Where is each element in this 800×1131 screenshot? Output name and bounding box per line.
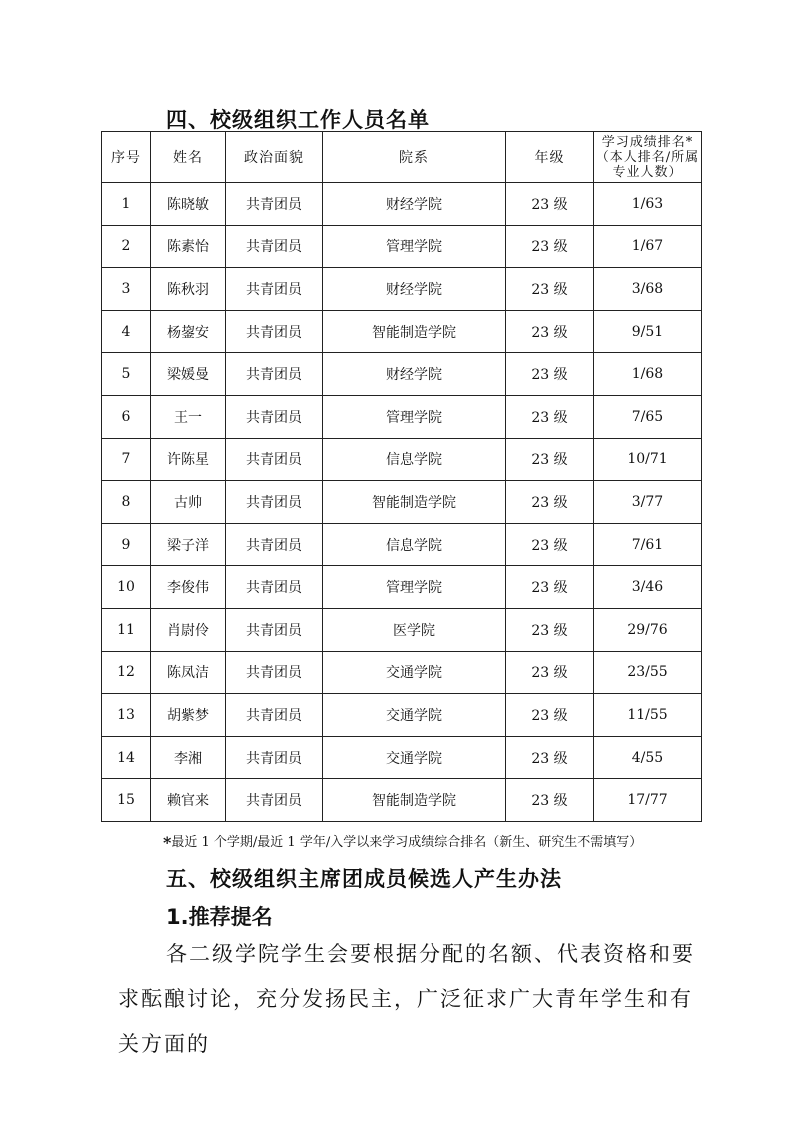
cell-grade: 23 级	[506, 566, 594, 609]
subsection-heading: 1.推荐提名	[166, 905, 273, 929]
cell-grade: 23 级	[506, 310, 594, 353]
cell-grade: 23 级	[506, 438, 594, 481]
table-row	[102, 694, 702, 737]
cell-index: 2	[102, 225, 151, 268]
cell-academic-rank: 3/68	[594, 268, 702, 311]
cell-political-status: 共青团员	[226, 608, 323, 651]
table-row	[102, 779, 702, 822]
cell-department: 交通学院	[323, 694, 506, 737]
cell-name: 李俊伟	[151, 566, 226, 609]
header-rank-line-2: （本人排名/所属	[595, 149, 700, 165]
table-row	[102, 183, 702, 226]
cell-index: 6	[102, 395, 151, 438]
cell-grade: 23 级	[506, 395, 594, 438]
table-row	[102, 268, 702, 311]
cell-political-status: 共青团员	[226, 310, 323, 353]
header-index: 序号	[102, 132, 151, 183]
cell-index: 12	[102, 651, 151, 694]
cell-name: 陈秋羽	[151, 268, 226, 311]
cell-name: 梁子洋	[151, 523, 226, 566]
table-row	[102, 438, 702, 481]
cell-department: 智能制造学院	[323, 481, 506, 524]
cell-grade: 23 级	[506, 481, 594, 524]
cell-grade: 23 级	[506, 736, 594, 779]
header-political-status: 政治面貌	[226, 132, 323, 183]
cell-name: 王一	[151, 395, 226, 438]
cell-grade: 23 级	[506, 779, 594, 822]
header-department: 院系	[323, 132, 506, 183]
cell-grade: 23 级	[506, 651, 594, 694]
cell-name: 陈素怡	[151, 225, 226, 268]
cell-academic-rank: 7/61	[594, 523, 702, 566]
cell-academic-rank: 4/55	[594, 736, 702, 779]
cell-academic-rank: 3/77	[594, 481, 702, 524]
table-row	[102, 523, 702, 566]
footnote-text: 最近 1 个学期/最近 1 学年/入学以来学习成绩综合排名（新生、研究生不需填写）	[171, 835, 643, 850]
cell-index: 11	[102, 608, 151, 651]
table-row	[102, 566, 702, 609]
cell-grade: 23 级	[506, 523, 594, 566]
body-paragraph: 各二级学院学生会要根据分配的名额、代表资格和要求酝酿讨论，充分发扬民主，广泛征求广大青年学生和有关方面的	[118, 942, 695, 1056]
cell-name: 李湘	[151, 736, 226, 779]
cell-political-status: 共青团员	[226, 481, 323, 524]
cell-grade: 23 级	[506, 608, 594, 651]
cell-grade: 23 级	[506, 183, 594, 226]
header-name: 姓名	[151, 132, 226, 183]
header-academic-rank	[594, 132, 702, 183]
cell-index: 15	[102, 779, 151, 822]
cell-department: 信息学院	[323, 438, 506, 481]
cell-academic-rank: 1/68	[594, 353, 702, 396]
cell-political-status: 共青团员	[226, 651, 323, 694]
table-row	[102, 608, 702, 651]
cell-department: 信息学院	[323, 523, 506, 566]
table-row	[102, 651, 702, 694]
header-rank-line-3: 专业人数）	[612, 164, 683, 180]
cell-political-status: 共青团员	[226, 438, 323, 481]
cell-academic-rank: 1/63	[594, 183, 702, 226]
table-row	[102, 310, 702, 353]
cell-index: 13	[102, 694, 151, 737]
cell-index: 10	[102, 566, 151, 609]
cell-grade: 23 级	[506, 694, 594, 737]
table-row	[102, 225, 702, 268]
cell-political-status: 共青团员	[226, 523, 323, 566]
cell-department: 智能制造学院	[323, 779, 506, 822]
cell-department: 管理学院	[323, 225, 506, 268]
cell-index: 14	[102, 736, 151, 779]
cell-department: 交通学院	[323, 651, 506, 694]
cell-name: 梁媛曼	[151, 353, 226, 396]
table-row	[102, 353, 702, 396]
cell-name: 肖尉伶	[151, 608, 226, 651]
cell-index: 5	[102, 353, 151, 396]
cell-department: 财经学院	[323, 353, 506, 396]
header-grade: 年级	[506, 132, 594, 183]
cell-academic-rank: 10/71	[594, 438, 702, 481]
cell-index: 8	[102, 481, 151, 524]
cell-index: 4	[102, 310, 151, 353]
cell-academic-rank: 11/55	[594, 694, 702, 737]
cell-department: 医学院	[323, 608, 506, 651]
cell-name: 许陈星	[151, 438, 226, 481]
table-body	[102, 183, 702, 822]
cell-political-status: 共青团员	[226, 779, 323, 822]
cell-academic-rank: 23/55	[594, 651, 702, 694]
cell-name: 古帅	[151, 481, 226, 524]
cell-academic-rank: 29/76	[594, 608, 702, 651]
cell-index: 9	[102, 523, 151, 566]
cell-department: 财经学院	[323, 183, 506, 226]
cell-name: 杨鋆安	[151, 310, 226, 353]
cell-grade: 23 级	[506, 353, 594, 396]
cell-name: 陈凤洁	[151, 651, 226, 694]
cell-department: 财经学院	[323, 268, 506, 311]
cell-index: 1	[102, 183, 151, 226]
section-5-heading: 五、校级组织主席团成员候选人产生办法	[166, 867, 562, 891]
footnote-asterisk: *	[163, 833, 172, 852]
cell-political-status: 共青团员	[226, 268, 323, 311]
table-row	[102, 395, 702, 438]
cell-academic-rank: 9/51	[594, 310, 702, 353]
table-row	[102, 736, 702, 779]
cell-grade: 23 级	[506, 225, 594, 268]
table-footnote	[163, 831, 642, 852]
cell-department: 智能制造学院	[323, 310, 506, 353]
cell-index: 7	[102, 438, 151, 481]
table-header-row	[102, 132, 702, 183]
cell-department: 管理学院	[323, 395, 506, 438]
cell-political-status: 共青团员	[226, 183, 323, 226]
cell-academic-rank: 3/46	[594, 566, 702, 609]
cell-department: 管理学院	[323, 566, 506, 609]
cell-index: 3	[102, 268, 151, 311]
cell-name: 陈晓敏	[151, 183, 226, 226]
cell-political-status: 共青团员	[226, 694, 323, 737]
cell-political-status: 共青团员	[226, 566, 323, 609]
cell-political-status: 共青团员	[226, 736, 323, 779]
cell-grade: 23 级	[506, 268, 594, 311]
section-4-heading: 四、校级组织工作人员名单	[166, 108, 430, 132]
cell-academic-rank: 7/65	[594, 395, 702, 438]
header-rank-line-1: 学习成绩排名*	[601, 134, 694, 150]
cell-name: 赖官来	[151, 779, 226, 822]
cell-political-status: 共青团员	[226, 225, 323, 268]
cell-political-status: 共青团员	[226, 395, 323, 438]
cell-department: 交通学院	[323, 736, 506, 779]
cell-name: 胡紫梦	[151, 694, 226, 737]
staff-roster-table	[101, 131, 702, 822]
cell-political-status: 共青团员	[226, 353, 323, 396]
table-row	[102, 481, 702, 524]
cell-academic-rank: 1/67	[594, 225, 702, 268]
cell-academic-rank: 17/77	[594, 779, 702, 822]
